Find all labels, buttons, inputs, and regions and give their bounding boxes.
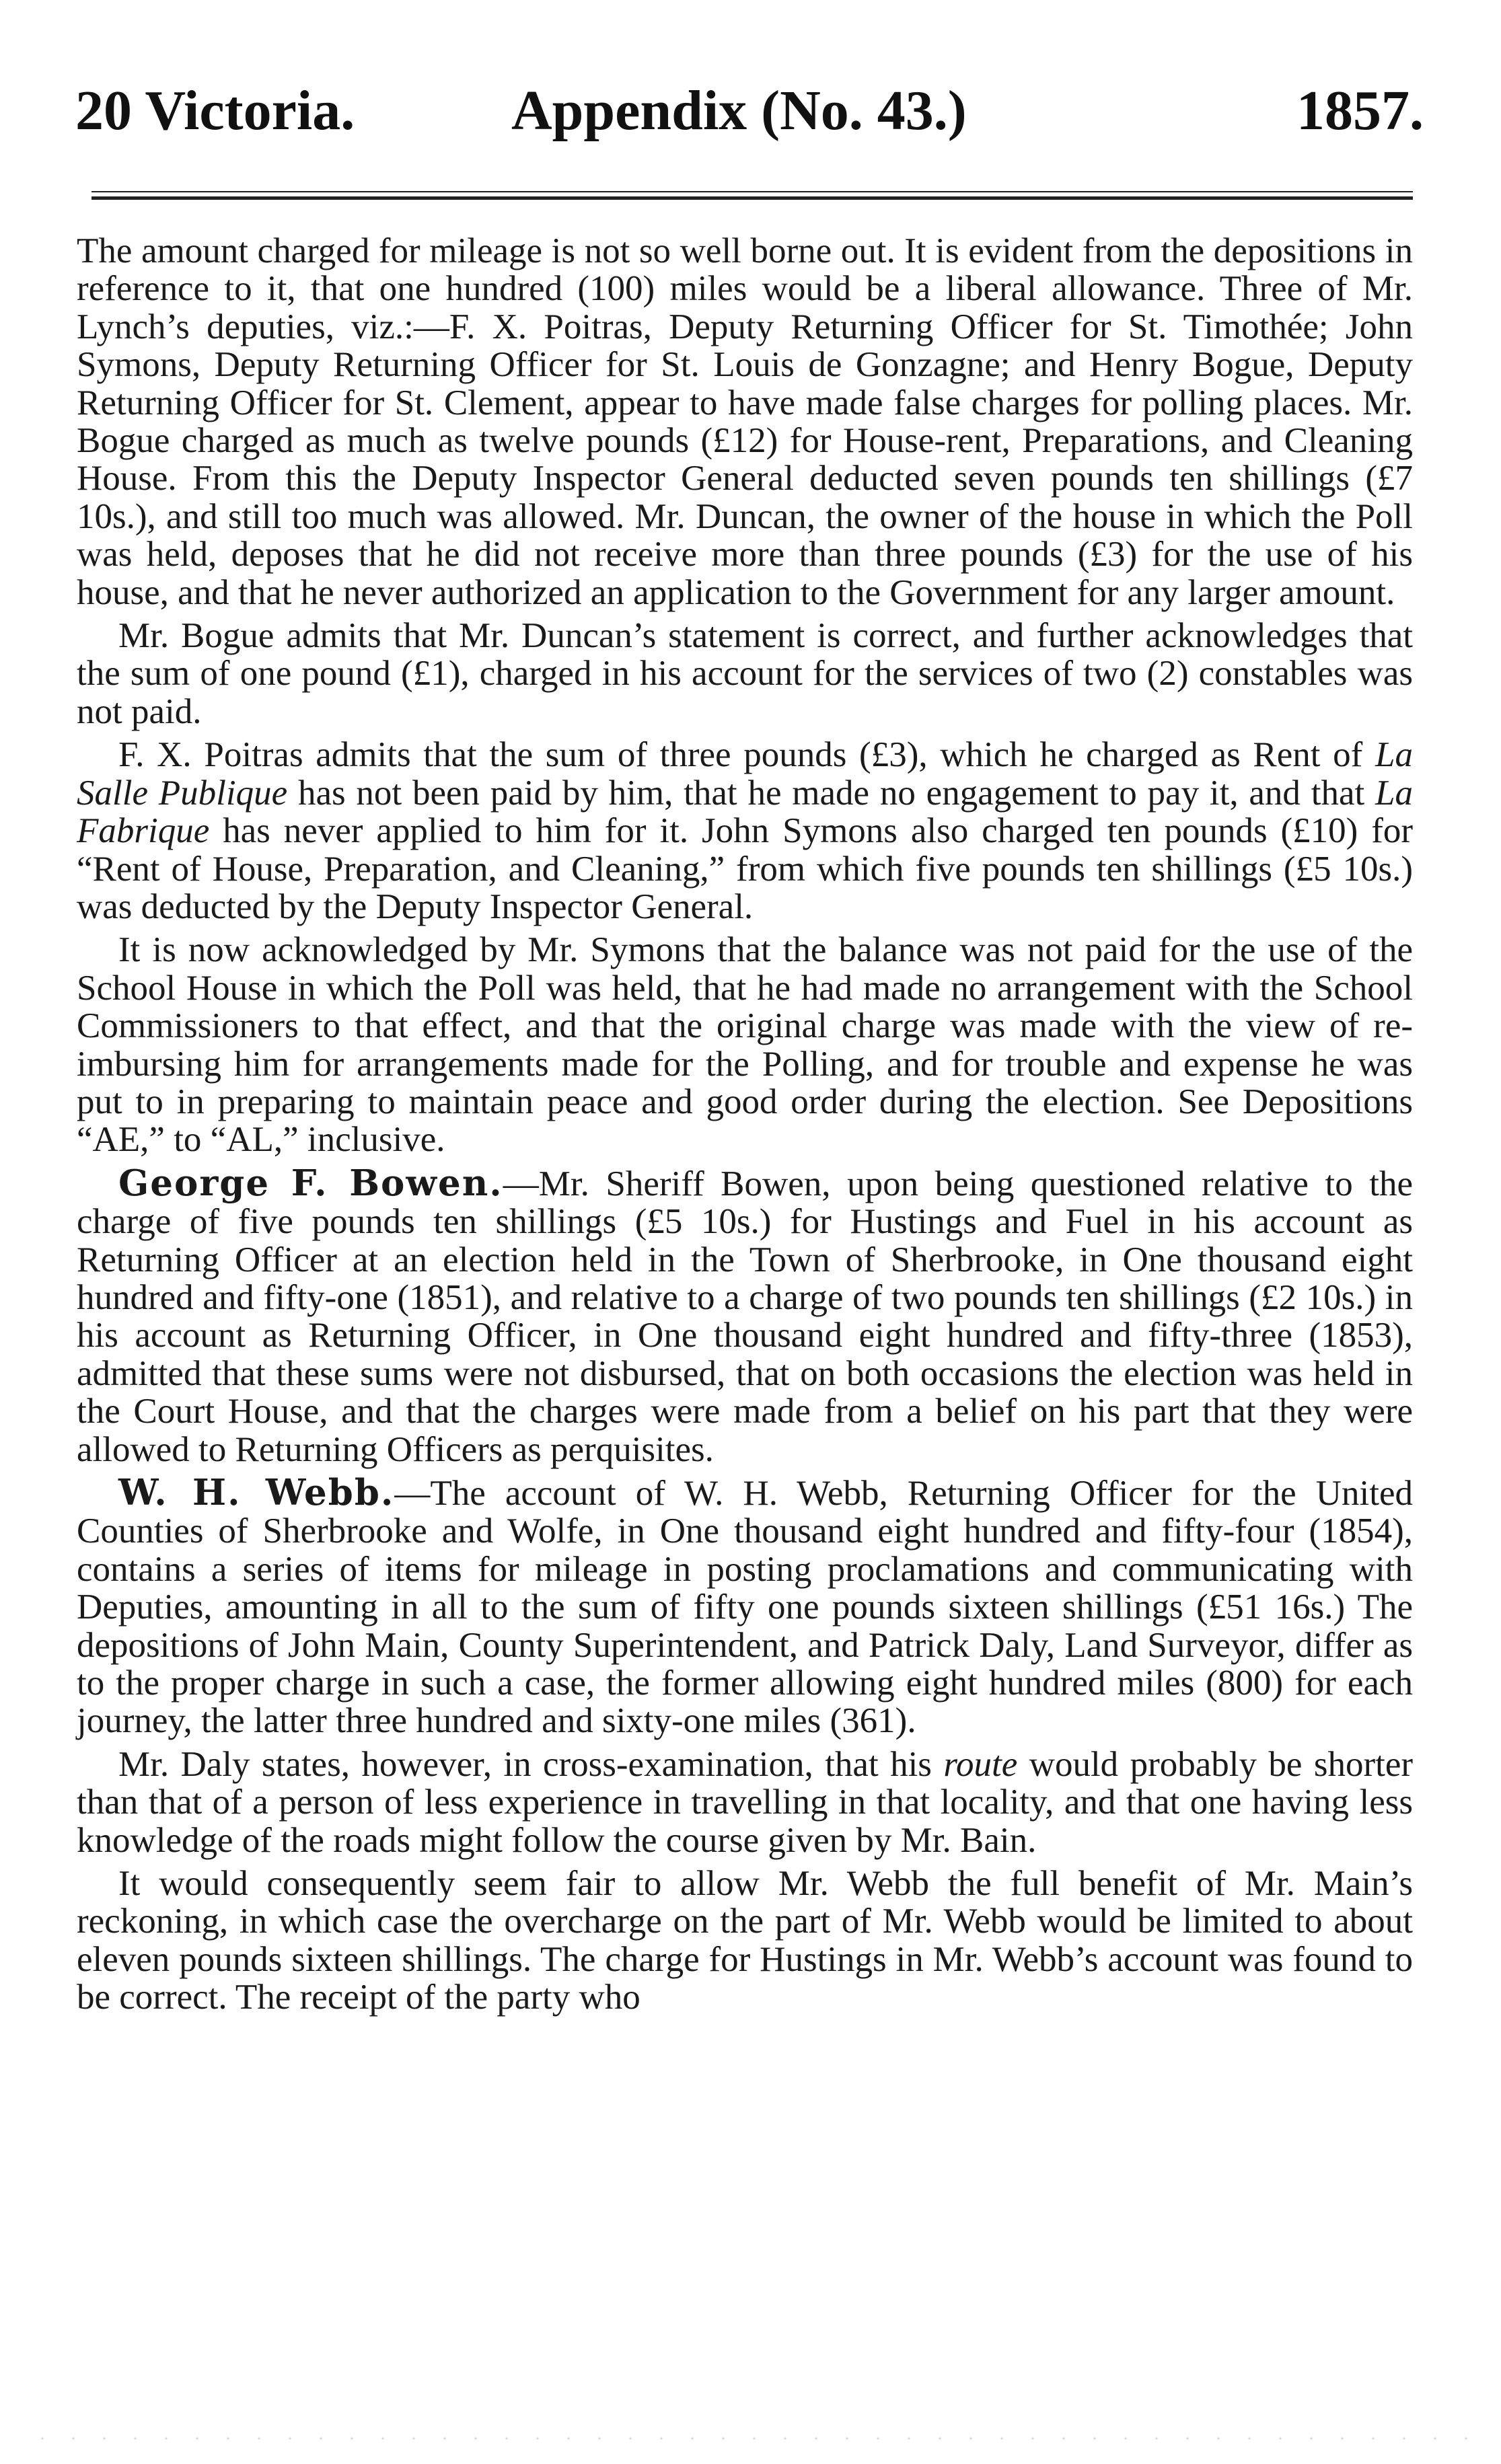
header-rule-thin bbox=[91, 191, 1413, 192]
paragraph-poitras bbox=[77, 736, 1413, 926]
webb-heading: W. H. Webb. bbox=[118, 1472, 395, 1514]
paragraph-symons: It is now acknowledged by Mr. Symons that the balance was not paid for the use of the School House in which the Poll was held, that he had made no arrangement with the School Commissioners to that effect, and that the original charge was made with the view of re-imbursing him for arrangements made for the Polling, and for trouble and expense he was put to in preparing to maintain peace and good order during the election. See Depositions “AE,” to “AL,” inclusive. bbox=[77, 930, 1413, 1160]
header-session: 20 Victoria. bbox=[75, 79, 355, 142]
paragraph-daly-italic: route bbox=[943, 1744, 1018, 1784]
paragraph-daly-text-2: would probably be shorter than that of a person of less experience in travelling in that locality, and that one having less knowledge of the roads might follow the course given by Mr. Bain. bbox=[77, 1744, 1413, 1860]
header-year: 1857. bbox=[1296, 79, 1424, 142]
paragraph-poitras-italic-2: La Fabrique bbox=[77, 773, 1413, 851]
scan-edge-noise bbox=[27, 2435, 1473, 2442]
paragraph-poitras-text-1: F. X. Poitras admits that the sum of three pounds (£3), which he charged as Rent of bbox=[118, 735, 1376, 775]
paragraph-daly bbox=[77, 1746, 1413, 1859]
paragraph-bowen bbox=[77, 1164, 1413, 1468]
paragraph-poitras-text-3: has never applied to him for it. John Symons also charged ten pounds (£10) for “Rent of House, Preparation, and Cleaning,” from which five pounds ten shillings (£5 10s.) was deducted by the Deputy Inspector General. bbox=[77, 811, 1413, 926]
header-rule-thick bbox=[91, 196, 1413, 200]
page-header bbox=[75, 67, 1424, 155]
paragraph-bowen-text: —Mr. Sheriff Bowen, upon being questioned relative to the charge of five pounds ten shillings (£5 10s.) for Hustings and Fuel in his account as Returning Officer at an election held in the Town of Sherbrooke, in One thousand eight hundred and fifty-one (1851), and relative to a charge of two pounds ten shillings (£2 10s.) in his account as Returning Officer, in One thousand eight hundred and fifty-three (1853), admitted that these sums were not disbursed, that on both occasions the election was held in the Court House, and that the charges were made from a belief on his part that they were allowed to Returning Officers as perquisites. bbox=[77, 1164, 1413, 1469]
header-appendix-title: Appendix (No. 43.) bbox=[511, 79, 967, 142]
paragraph-webb-text: —The account of W. H. Webb, Returning Officer for the United Counties of Sherbrooke and Wolfe, in One thousand eight hundred and fifty-four (1854), contains a series of items for mileage in posting proclamations and communicating with Deputies, amounting in all to the sum of fifty one pounds sixteen shillings (£51 16s.) The depositions of John Main, County Superintendent, and Patrick Daly, Land Surveyor, differ as to the proper charge in such a case, the former allowing eight hundred miles (800) for each journey, the latter three hundred and sixty-one miles (361). bbox=[77, 1474, 1413, 1741]
paragraph-bogue: Mr. Bogue admits that Mr. Duncan’s statement is correct, and further acknowledges that the sum of one pound (£1), charged in his account for the services of two (2) constables was not paid. bbox=[77, 616, 1413, 731]
paragraph-mileage: The amount charged for mileage is not so well borne out. It is evident from the depositions in reference to it, that one hundred (100) miles would be a liberal allowance. Three of Mr. Lynch’s deputies, viz.:—F. X. Poitras, Deputy Returning Officer for St. Timothée; John Symons, Deputy Returning Officer for St. Louis de Gonzagne; and Henry Bogue, Deputy Returning Officer for St. Clement, appear to have made false charges for polling places. Mr. Bogue charged as much as twelve pounds (£12) for House-rent, Preparations, and Cleaning House. From this the Deputy Inspector General deducted seven pounds ten shillings (£7 10s.), and still too much was allowed. Mr. Duncan, the owner of the house in which the Poll was held, deposes that he did not receive more than three pounds (£3) for the use of his house, and that he never authorized an application to the Government for any larger amount. bbox=[77, 231, 1413, 612]
paragraph-daly-text-1: Mr. Daly states, however, in cross-examination, that his bbox=[118, 1744, 944, 1784]
paragraph-poitras-italic-1: La Salle Publique bbox=[77, 735, 1413, 813]
paragraph-conclusion: It would consequently seem fair to allow Mr. Webb the full benefit of Mr. Main’s reckoning, in which case the overcharge on the part of Mr. Webb would be limited to about eleven pounds sixteen shillings. The charge for Hustings in Mr. Webb’s account was found to be correct. The receipt of the party who bbox=[77, 1864, 1413, 2017]
paragraph-poitras-text-2: has not been paid by him, that he made no engagement to pay it, and that bbox=[287, 773, 1376, 813]
body-text bbox=[77, 232, 1413, 2022]
paragraph-webb bbox=[77, 1474, 1413, 1740]
bowen-heading: George F. Bowen. bbox=[118, 1162, 503, 1204]
